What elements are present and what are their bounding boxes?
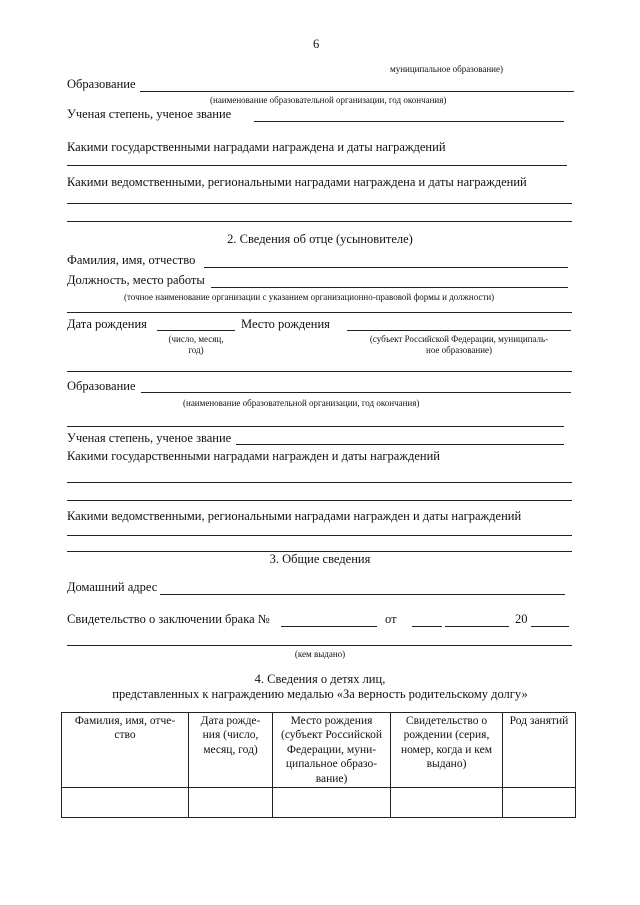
father-education-field[interactable] (141, 392, 571, 393)
table-cell[interactable] (62, 787, 189, 817)
father-position-hint: (точное наименование организации с указанием организационно-правовой формы и должности) (124, 292, 495, 302)
father-birth-date-hint-1: (число, месяц, (168, 334, 224, 344)
father-section-heading: 2. Сведения об отце (усыновителе) (227, 232, 413, 246)
table-row (62, 787, 576, 817)
column-header-occupation: Род занятий (503, 713, 576, 788)
father-birth-date-hint-2: год) (188, 345, 204, 355)
father-birth-place-field[interactable] (347, 330, 571, 331)
mother-dept-awards-field-1[interactable] (67, 203, 572, 204)
column-header-full-name: Фамилия, имя, отче-ство (62, 713, 189, 788)
children-table-header-row (62, 713, 576, 788)
father-dept-awards-field-1[interactable] (67, 535, 572, 536)
father-position-field-2[interactable] (67, 312, 572, 313)
father-position-field[interactable] (211, 287, 568, 288)
father-name-field[interactable] (204, 267, 568, 268)
issued-by-hint: (кем выдано) (294, 649, 346, 659)
marriage-cert-issuer-field[interactable] (67, 645, 572, 646)
marriage-cert-year-field[interactable] (531, 626, 569, 627)
table-cell[interactable] (391, 787, 503, 817)
mother-state-awards-label: Какими государственными наградами награждена и даты награждений (67, 140, 446, 154)
marriage-cert-number-field[interactable] (281, 626, 377, 627)
father-name-label: Фамилия, имя, отчество (67, 253, 196, 267)
mother-degree-label: Ученая степень, ученое звание (67, 107, 232, 121)
children-table (61, 712, 576, 818)
home-address-field[interactable] (160, 594, 565, 595)
father-birth-place-label: Место рождения (241, 317, 330, 331)
mother-education-label: Образование (67, 77, 136, 91)
page-number: 6 (313, 37, 320, 51)
marriage-cert-from-label: от (385, 612, 397, 626)
father-education-label: Образование (67, 379, 136, 393)
marriage-cert-label: Свидетельство о заключении брака № (67, 612, 270, 626)
father-degree-label: Ученая степень, ученое звание (67, 431, 232, 445)
birth-place-hint-tail: муниципальное образование) (390, 64, 503, 74)
children-section-heading-2: представленных к награждению медалью «За верность родительскому долгу» (112, 687, 528, 701)
father-birth-place-hint-2: ное образование) (426, 345, 492, 355)
father-birth-place-hint-1: (субъект Российской Федерации, муниципаль- (369, 334, 549, 344)
father-state-awards-field-1[interactable] (67, 482, 572, 483)
column-header-birth-place: Место рождения (субъект Российской Федерации, муни-ципальное образо-вание) (273, 713, 391, 788)
father-state-awards-label: Какими государственными наградами награжден и даты награждений (67, 449, 440, 463)
father-position-label: Должность, место работы (67, 273, 205, 287)
marriage-cert-day-field[interactable] (412, 626, 442, 627)
column-header-birth-certificate: Свидетельство о рождении (серия, номер, когда и кем выдано) (391, 713, 503, 788)
father-birth-date-field[interactable] (157, 330, 235, 331)
father-birth-date-label: Дата рождения (67, 317, 147, 331)
children-section-heading-1: 4. Сведения о детях лиц, (254, 672, 386, 686)
home-address-label: Домашний адрес (67, 580, 158, 594)
table-cell[interactable] (189, 787, 273, 817)
father-degree-field[interactable] (236, 444, 564, 445)
mother-dept-awards-field-2[interactable] (67, 221, 572, 222)
table-cell[interactable] (273, 787, 391, 817)
father-education-hint: (наименование образовательной организации, год окончания) (183, 398, 420, 408)
father-dept-awards-label: Какими ведомственными, региональными наградами награжден и даты награждений (67, 509, 522, 523)
mother-dept-awards-label: Какими ведомственными, региональными наградами награждена и даты награждений (67, 175, 527, 189)
father-education-field-2[interactable] (67, 426, 564, 427)
column-header-birth-date: Дата рожде-ния (число, месяц, год) (189, 713, 273, 788)
father-birth-place-field-2[interactable] (67, 371, 572, 372)
mother-education-hint: (наименование образовательной организации, год окончания) (210, 95, 447, 105)
mother-degree-field[interactable] (254, 121, 564, 122)
general-section-heading: 3. Общие сведения (269, 552, 371, 566)
marriage-cert-year-prefix: 20 (515, 612, 528, 626)
table-cell[interactable] (503, 787, 576, 817)
father-state-awards-field-2[interactable] (67, 500, 572, 501)
mother-education-field[interactable] (140, 91, 574, 92)
marriage-cert-month-field[interactable] (445, 626, 509, 627)
mother-state-awards-field[interactable] (67, 165, 567, 166)
